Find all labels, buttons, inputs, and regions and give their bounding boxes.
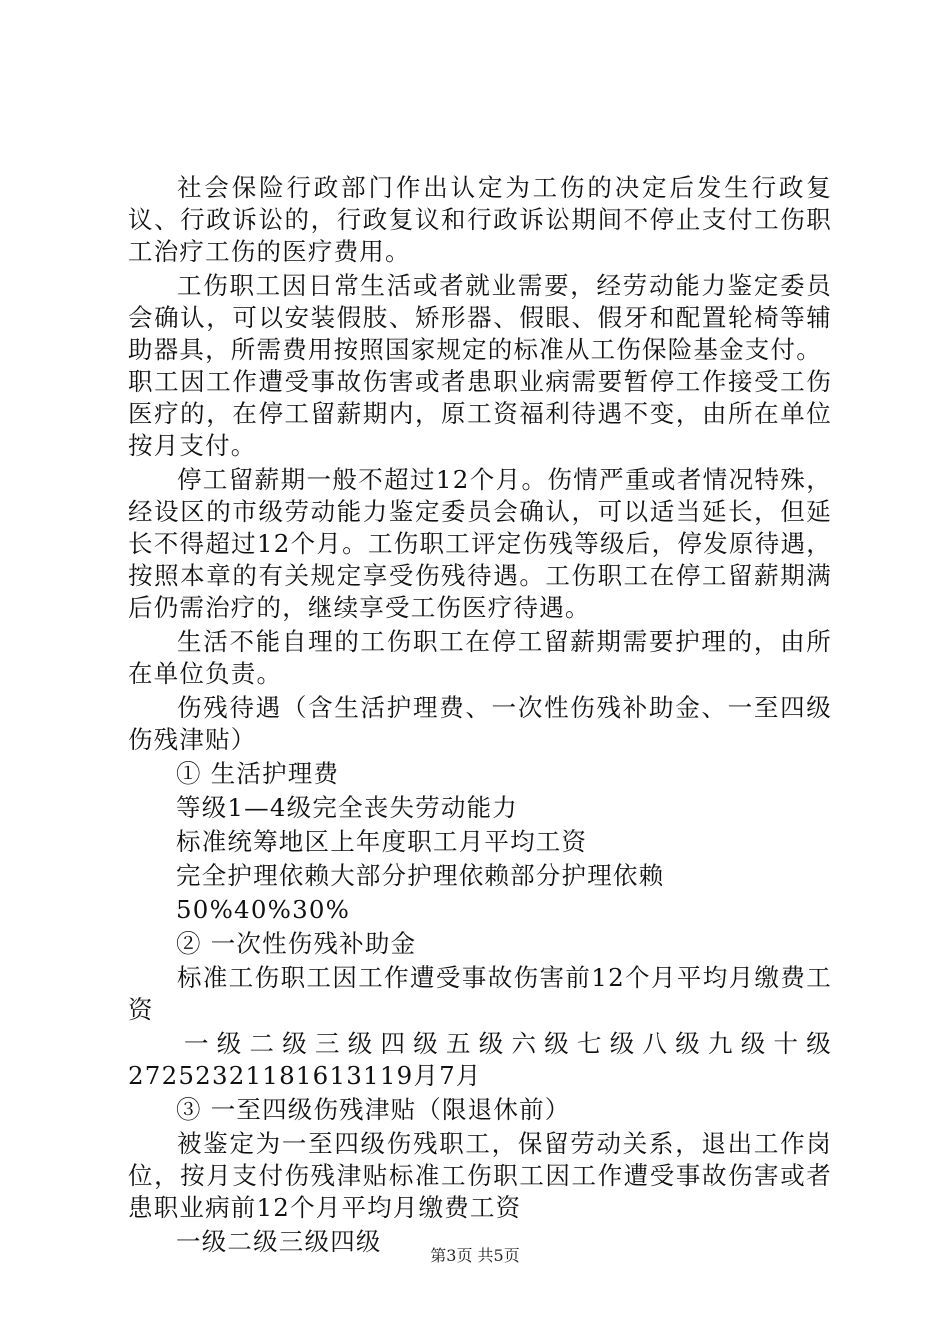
page-number: 第3页 共5页 — [430, 1246, 520, 1265]
paragraph-lump-sum-standard: 标准工伤职工因工作遭受事故伤害前12个月平均月缴费工资 — [128, 963, 832, 1024]
item-percentages: 50%40%30% — [176, 895, 351, 924]
item-allowance: ③ 一至四级伤残津贴（限退休前） — [176, 1095, 571, 1124]
item-lump-sum: ② 一次性伤残补助金 — [176, 929, 417, 958]
document-body — [128, 172, 832, 1258]
paragraph-nursing: 生活不能自理的工伤职工在停工留薪期需要护理的，由所在单位负责。 — [128, 627, 832, 688]
item-grades-1-4: 一级二级三级四级 — [176, 1227, 382, 1256]
paragraph-assistive-devices: 工伤职工因日常生活或者就业需要，经劳动能力鉴定委员会确认，可以安装假肢、矫形器、假眼、假牙和配置轮椅等辅助器具，所需费用按照国家规定的标准从工伤保险基金支付。 — [128, 271, 832, 364]
row-grades: 一级二级三级四级五级六级七级八级九级十级 — [184, 1029, 832, 1058]
paragraph-paid-leave: 职工因工作遭受事故伤害或者患职业病需要暂停工作接受工伤医疗的，在停工留薪期内，原工资福利待遇不变，由所在单位按月支付。 — [128, 367, 832, 460]
item-nursing-fee: ① 生活护理费 — [176, 759, 340, 788]
paragraph-leave-period: 停工留薪期一般不超过12个月。伤情严重或者情况特殊，经设区的市级劳动能力鉴定委员会确认，可以适当延长，但延长不得超过12个月。工伤职工评定伤残等级后，停发原待遇，按照本章的有关规定享受伤残待遇。工伤职工在停工留薪期满后仍需治疗的，继续享受工伤医疗待遇。 — [128, 465, 832, 622]
item-standard: 标准统筹地区上年度职工月平均工资 — [176, 827, 588, 856]
paragraph-disability-benefits: 伤残待遇（含生活护理费、一次性伤残补助金、一至四级伤残津贴） — [128, 693, 832, 754]
paragraph-allowance-detail: 被鉴定为一至四级伤残职工，保留劳动关系，退出工作岗位，按月支付伤残津贴标准工伤职工因工作遭受事故伤害或者患职业病前12个月平均月缴费工资 — [128, 1129, 832, 1222]
item-dependency-levels: 完全护理依赖大部分护理依赖部分护理依赖 — [176, 861, 665, 890]
paragraph-administrative-review: 社会保险行政部门作出认定为工伤的决定后发生行政复议、行政诉讼的，行政复议和行政诉讼期间不停止支付工伤职工治疗工伤的医疗费用。 — [128, 173, 832, 266]
item-grade-level: 等级1—4级完全丧失劳动能力 — [176, 793, 518, 822]
row-months: 27252321181613119月7月 — [128, 1061, 482, 1090]
